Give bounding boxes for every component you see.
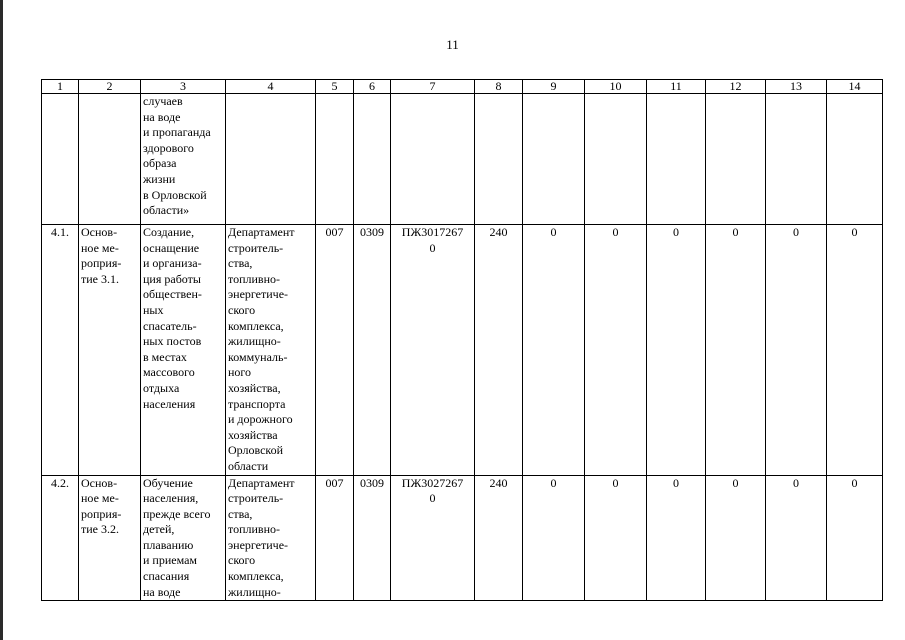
cell-c7: ПЖ3017267 0 bbox=[391, 225, 475, 476]
measure-name: Основ- ное ме- роприя- тие 3.1. bbox=[79, 225, 141, 476]
column-header: 7 bbox=[391, 80, 475, 94]
table-row bbox=[42, 225, 883, 476]
column-header: 10 bbox=[585, 80, 647, 94]
cell-c6: 0309 bbox=[354, 475, 391, 601]
cell-c14 bbox=[827, 94, 883, 225]
program-table bbox=[41, 79, 883, 601]
measure-name bbox=[79, 94, 141, 225]
cell-c8: 240 bbox=[475, 475, 523, 601]
page-left-edge bbox=[0, 0, 3, 640]
row-number: 4.1. bbox=[42, 225, 79, 476]
executor: Департамент строитель- ства, топливно- энергетиче- ского комплекса, жилищно- коммуналь- ного хозяйства, транспорта и дорожного хозяйства Орловской области bbox=[226, 225, 316, 476]
column-header: 2 bbox=[79, 80, 141, 94]
cell-c7: ПЖ3027267 0 bbox=[391, 475, 475, 601]
column-header: 9 bbox=[523, 80, 585, 94]
column-header: 14 bbox=[827, 80, 883, 94]
cell-c5: 007 bbox=[316, 475, 354, 601]
cell-c9: 0 bbox=[523, 225, 585, 476]
executor bbox=[226, 94, 316, 225]
executor: Департамент строитель- ства, топливно- энергетиче- ского комплекса, жилищно- bbox=[226, 475, 316, 601]
cell-c5: 007 bbox=[316, 225, 354, 476]
column-header: 3 bbox=[141, 80, 226, 94]
column-header: 4 bbox=[226, 80, 316, 94]
cell-c6: 0309 bbox=[354, 225, 391, 476]
cell-c13: 0 bbox=[766, 225, 827, 476]
cell-c11: 0 bbox=[647, 225, 706, 476]
column-header: 8 bbox=[475, 80, 523, 94]
column-header: 5 bbox=[316, 80, 354, 94]
measure-name: Основ- ное ме- роприя- тие 3.2. bbox=[79, 475, 141, 601]
column-header: 11 bbox=[647, 80, 706, 94]
measure-description: случаев на воде и пропаганда здорового образа жизни в Орловской области» bbox=[141, 94, 226, 225]
column-header: 1 bbox=[42, 80, 79, 94]
cell-c6 bbox=[354, 94, 391, 225]
cell-c12: 0 bbox=[706, 225, 766, 476]
cell-c9 bbox=[523, 94, 585, 225]
measure-description: Создание, оснащение и организа- ция работы обществен- ных спасатель- ных постов в местах массового отдыха населения bbox=[141, 225, 226, 476]
column-header: 6 bbox=[354, 80, 391, 94]
row-number bbox=[42, 94, 79, 225]
column-header: 12 bbox=[706, 80, 766, 94]
cell-c9: 0 bbox=[523, 475, 585, 601]
cell-c12 bbox=[706, 94, 766, 225]
cell-c13 bbox=[766, 94, 827, 225]
column-header: 13 bbox=[766, 80, 827, 94]
cell-c10: 0 bbox=[585, 475, 647, 601]
table-row bbox=[42, 475, 883, 601]
cell-c8 bbox=[475, 94, 523, 225]
cell-c8: 240 bbox=[475, 225, 523, 476]
cell-c13: 0 bbox=[766, 475, 827, 601]
cell-c12: 0 bbox=[706, 475, 766, 601]
page-number: 11 bbox=[446, 37, 459, 52]
measure-description: Обучение населения, прежде всего детей, плаванию и приемам спасания на воде bbox=[141, 475, 226, 601]
cell-c14: 0 bbox=[827, 225, 883, 476]
column-number-row bbox=[42, 80, 883, 94]
cell-c5 bbox=[316, 94, 354, 225]
cell-c11: 0 bbox=[647, 475, 706, 601]
cell-c14: 0 bbox=[827, 475, 883, 601]
row-number: 4.2. bbox=[42, 475, 79, 601]
cell-c10 bbox=[585, 94, 647, 225]
table-row bbox=[42, 94, 883, 225]
cell-c10: 0 bbox=[585, 225, 647, 476]
cell-c11 bbox=[647, 94, 706, 225]
cell-c7 bbox=[391, 94, 475, 225]
